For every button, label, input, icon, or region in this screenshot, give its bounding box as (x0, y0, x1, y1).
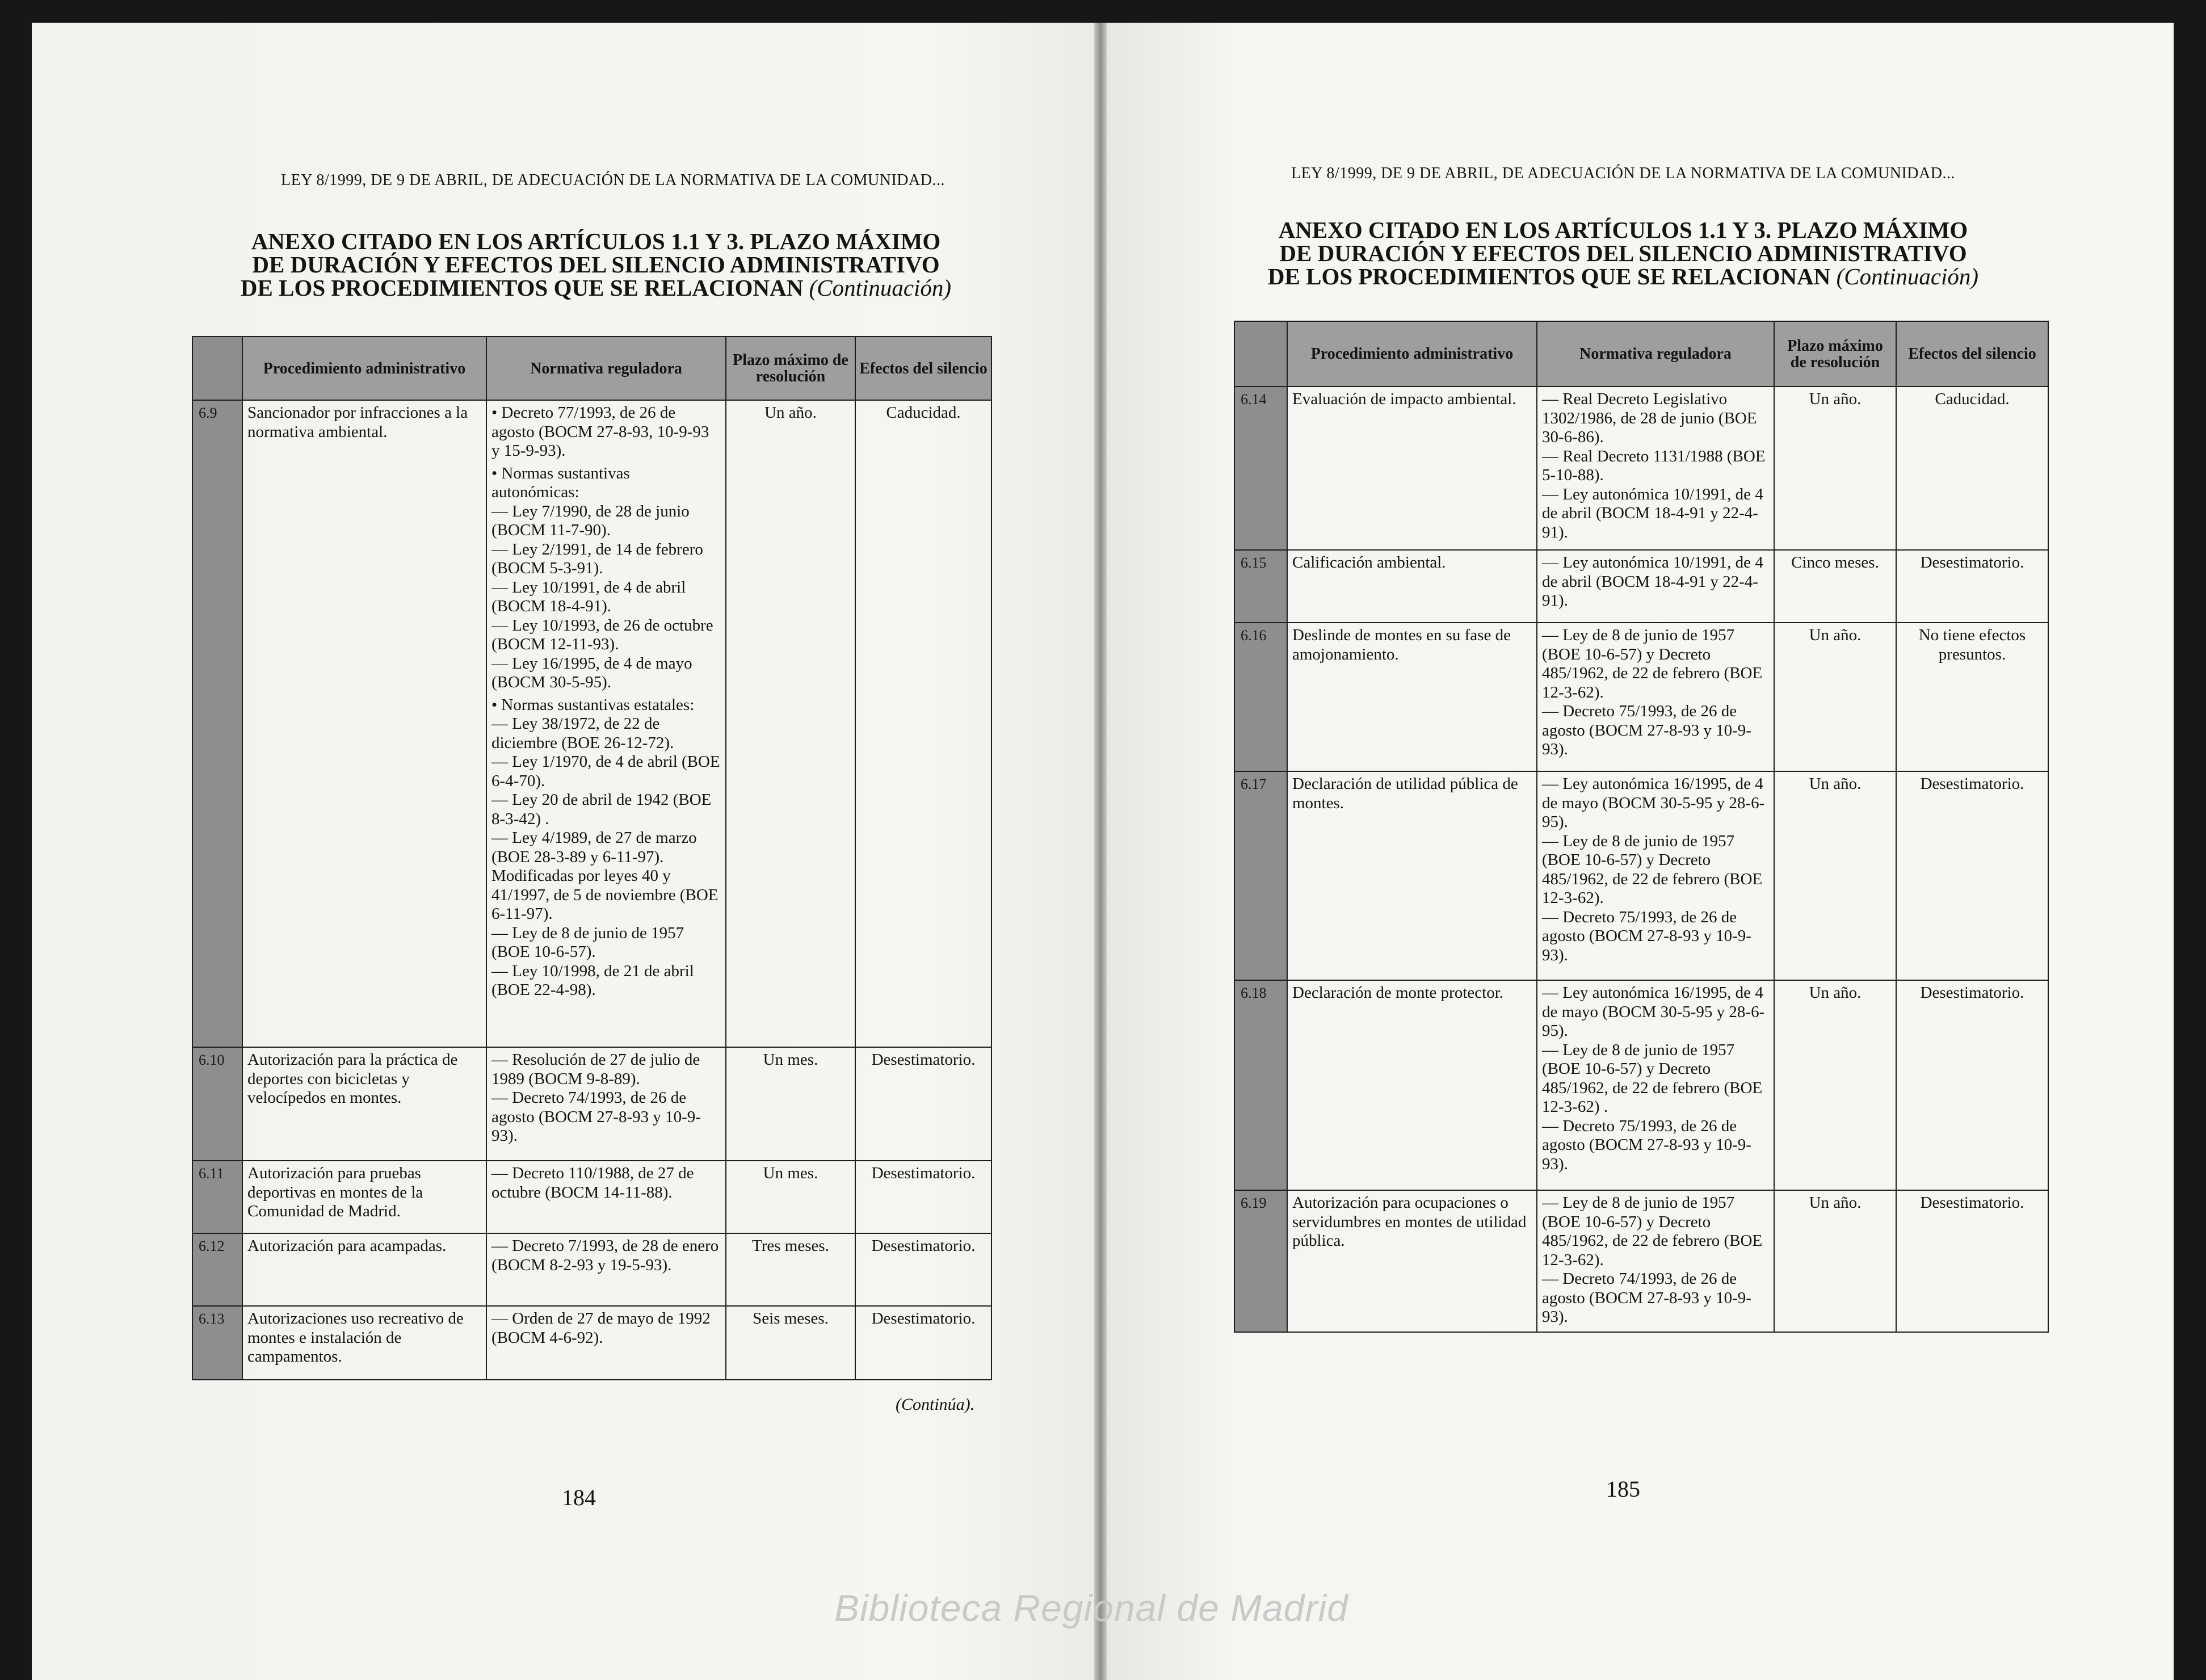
left-page (32, 23, 1094, 1680)
normativa-cell (486, 1233, 726, 1306)
procedimiento-cell: Declaración de utilidad pública de montes. (1287, 771, 1537, 980)
column-header-efectos-right: Efectos del silencio (1896, 321, 2048, 387)
plazo-cell: Cinco meses. (1774, 550, 1896, 623)
column-header-procedimiento: Procedimiento administrativo (242, 337, 486, 400)
efectos-cell: Desestimatorio. (1896, 550, 2048, 623)
row-number: 6.13 (192, 1306, 242, 1380)
plazo-cell: Un año. (1774, 980, 1896, 1190)
plazo-cell: Un año. (1774, 623, 1896, 771)
table-row (1234, 550, 2048, 623)
efectos-cell: Desestimatorio. (855, 1306, 991, 1380)
plazo-cell: Tres meses. (726, 1233, 855, 1306)
normativa-block: • Normas sustantivas autonómicas: — Ley 7/1990, de 28 de junio (BOCM 11-7-90). — Ley 2/1991, de 14 de febrero (BOCM 5-3-91). — Ley 10/1991, de 4 de abril (BOCM 18-4-91). — Ley 10/1993, de 26 de octubre (BOCM 12-11-93). — Ley 16/1995, de 4 de mayo (BOCM 30-5-95). (491, 464, 713, 691)
column-header-plazo-right: Plazo máximo de resolución (1774, 321, 1896, 387)
procedimiento-cell: Evaluación de impacto ambiental. (1287, 387, 1537, 550)
normativa-block: — Orden de 27 de mayo de 1992 (BOCM 4-6-92). (491, 1309, 711, 1347)
procedimiento-cell: Autorizaciones uso recreativo de montes e instalación de campamentos. (242, 1306, 486, 1380)
row-number: 6.11 (192, 1161, 242, 1233)
plazo-cell: Un mes. (726, 1047, 855, 1161)
row-number: 6.19 (1234, 1190, 1287, 1332)
efectos-cell: Desestimatorio. (1896, 1190, 2048, 1332)
annex-title-right (1209, 219, 2037, 288)
column-header-normativa-right: Normativa reguladora (1537, 321, 1774, 387)
annex-title-continuation: (Continuación) (809, 275, 952, 301)
normativa-cell (1537, 387, 1774, 550)
column-header-number (192, 337, 242, 400)
page-number-right: 185 (1606, 1476, 1640, 1502)
column-header-number-right (1234, 321, 1287, 387)
procedures-table-right (1234, 321, 2049, 1333)
efectos-cell: Desestimatorio. (855, 1047, 991, 1161)
efectos-cell: Caducidad. (1896, 387, 2048, 550)
table-row (192, 400, 991, 1047)
procedimiento-cell: Deslinde de montes en su fase de amojonamiento. (1287, 623, 1537, 771)
normativa-block: — Resolución de 27 de julio de 1989 (BOCM 9-8-89). — Decreto 74/1993, de 26 de agosto (BOCM 27-8-93 y 10-9-93). (491, 1051, 701, 1145)
row-number: 6.12 (192, 1233, 242, 1306)
table-row (192, 1306, 991, 1380)
table-row (192, 1233, 991, 1306)
normativa-cell (1537, 1190, 1774, 1332)
annex-title-line1-right: ANEXO CITADO EN LOS ARTÍCULOS 1.1 Y 3. PLAZO MÁXIMO (1278, 217, 1968, 243)
plazo-cell: Un mes. (726, 1161, 855, 1233)
plazo-cell: Seis meses. (726, 1306, 855, 1380)
row-number: 6.17 (1234, 771, 1287, 980)
normativa-block: — Ley autonómica 16/1995, de 4 de mayo (BOCM 30-5-95 y 28-6-95). — Ley de 8 de junio de 1957 (BOE 10-6-57) y Decreto 485/1962, de 22 de febrero (BOE 12-3-62) . — Decreto 75/1993, de 26 de agosto (BOCM 27-8-93 y 10-9-93). (1542, 984, 1765, 1173)
efectos-cell: Desestimatorio. (1896, 771, 2048, 980)
column-header-plazo: Plazo máximo de resolución (726, 337, 855, 400)
right-page (1107, 23, 2174, 1680)
table-row (1234, 771, 2048, 980)
procedimiento-cell: Sancionador por infracciones a la normativa ambiental. (242, 400, 486, 1047)
column-header-normativa: Normativa reguladora (486, 337, 726, 400)
efectos-cell: Desestimatorio. (855, 1233, 991, 1306)
normativa-block: — Ley de 8 de junio de 1957 (BOE 10-6-57) y Decreto 485/1962, de 22 de febrero (BOE 12-3-62). — Decreto 74/1993, de 26 de agosto (BOCM 27-8-93 y 10-9-93). (1542, 1194, 1763, 1326)
normativa-block: — Ley de 8 de junio de 1957 (BOE 10-6-57) y Decreto 485/1962, de 22 de febrero (BOE 12-3-62). — Decreto 75/1993, de 26 de agosto (BOCM 27-8-93 y 10-9-93). (1542, 626, 1763, 758)
running-header-right: LEY 8/1999, DE 9 DE ABRIL, DE ADECUACIÓN DE LA NORMATIVA DE LA COMUNIDAD... (1291, 165, 1955, 182)
annex-title-line3-right: DE LOS PROCEDIMIENTOS QUE SE RELACIONAN (1267, 263, 1831, 289)
normativa-block: — Ley autonómica 16/1995, de 4 de mayo (BOCM 30-5-95 y 28-6-95). — Ley de 8 de junio de 1957 (BOE 10-6-57) y Decreto 485/1962, de 22 de febrero (BOE 12-3-62). — Decreto 75/1993, de 26 de agosto (BOCM 27-8-93 y 10-9-93). (1542, 775, 1765, 964)
normativa-block: • Normas sustantivas estatales: — Ley 38/1972, de 22 de diciembre (BOE 26-12-72). — Ley 1/1970, de 4 de abril (BOE 6-4-70). — Ley 20 de abril de 1942 (BOE 8-3-42) . — Ley 4/1989, de 27 de marzo (BOE 28-3-89 y 6-11-97). Modificadas por leyes 40 y 41/1997, de 5 de noviembre (BOE 6-11-97). — Ley de 8 de junio de 1957 (BOE 10-6-57). — Ley 10/1998, de 21 de abril (BOE 22-4-98). (491, 695, 720, 999)
column-header-efectos: Efectos del silencio (855, 337, 991, 400)
table-row (1234, 980, 2048, 1190)
continua-note: (Continúa). (896, 1395, 975, 1414)
table-row (1234, 387, 2048, 550)
annex-title-line1: ANEXO CITADO EN LOS ARTÍCULOS 1.1 Y 3. PLAZO MÁXIMO (251, 228, 941, 254)
table-row (192, 1047, 991, 1161)
annex-title-line2-right: DE DURACIÓN Y EFECTOS DEL SILENCIO ADMINISTRATIVO (1279, 240, 1967, 266)
annex-title-continuation-right: (Continuación) (1836, 263, 1979, 289)
row-number: 6.16 (1234, 623, 1287, 771)
plazo-cell: Un año. (726, 400, 855, 1047)
normativa-block: — Decreto 7/1993, de 28 de enero (BOCM 8-2-93 y 19-5-93). (491, 1237, 719, 1274)
row-number: 6.9 (192, 400, 242, 1047)
running-header-left: LEY 8/1999, DE 9 DE ABRIL, DE ADECUACIÓN DE LA NORMATIVA DE LA COMUNIDAD... (281, 171, 945, 189)
normativa-cell (1537, 771, 1774, 980)
normativa-cell (1537, 550, 1774, 623)
procedimiento-cell: Autorización para la práctica de deportes con bicicletas y velocípedos en montes. (242, 1047, 486, 1161)
annex-title-line2: DE DURACIÓN Y EFECTOS DEL SILENCIO ADMINISTRATIVO (252, 251, 940, 278)
column-header-procedimiento-right: Procedimiento administrativo (1287, 321, 1537, 387)
book-gutter (1094, 23, 1107, 1680)
normativa-cell (486, 1306, 726, 1380)
annex-title-line3: DE LOS PROCEDIMIENTOS QUE SE RELACIONAN (240, 275, 804, 301)
efectos-cell: No tiene efectos presuntos. (1896, 623, 2048, 771)
normativa-block: — Decreto 110/1988, de 27 de octubre (BOCM 14-11-88). (491, 1164, 694, 1202)
row-number: 6.15 (1234, 550, 1287, 623)
procedimiento-cell: Autorización para pruebas deportivas en montes de la Comunidad de Madrid. (242, 1161, 486, 1233)
efectos-cell: Caducidad. (855, 400, 991, 1047)
normativa-block: — Real Decreto Legislativo 1302/1986, de 28 de junio (BOE 30-6-86). — Real Decreto 1131/1988 (BOE 5-10-88). — Ley autonómica 10/1991, de 4 de abril (BOCM 18-4-91 y 22-4-91). (1542, 390, 1766, 541)
table-row (1234, 1190, 2048, 1332)
procedures-table-left (192, 336, 992, 1380)
procedimiento-cell: Declaración de monte protector. (1287, 980, 1537, 1190)
procedimiento-cell: Autorización para ocupaciones o servidumbres en montes de utilidad pública. (1287, 1190, 1537, 1332)
normativa-cell (486, 1161, 726, 1233)
efectos-cell: Desestimatorio. (855, 1161, 991, 1233)
table-row (1234, 623, 2048, 771)
annex-title-left (182, 230, 1010, 300)
page-number-left: 184 (562, 1485, 596, 1510)
efectos-cell: Desestimatorio. (1896, 980, 2048, 1190)
normativa-cell (486, 1047, 726, 1161)
normativa-block: • Decreto 77/1993, de 26 de agosto (BOCM 27-8-93, 10-9-93 y 15-9-93). (491, 404, 709, 460)
plazo-cell: Un año. (1774, 771, 1896, 980)
normativa-cell (486, 400, 726, 1047)
plazo-cell: Un año. (1774, 387, 1896, 550)
procedimiento-cell: Autorización para acampadas. (242, 1233, 486, 1306)
normativa-cell (1537, 623, 1774, 771)
row-number: 6.10 (192, 1047, 242, 1161)
library-watermark: Biblioteca Regional de Madrid (834, 1587, 1348, 1629)
row-number: 6.18 (1234, 980, 1287, 1190)
normativa-cell (1537, 980, 1774, 1190)
normativa-block: — Ley autonómica 10/1991, de 4 de abril (BOCM 18-4-91 y 22-4-91). (1542, 553, 1763, 610)
table-row (192, 1161, 991, 1233)
plazo-cell: Un año. (1774, 1190, 1896, 1332)
procedimiento-cell: Calificación ambiental. (1287, 550, 1537, 623)
row-number: 6.14 (1234, 387, 1287, 550)
